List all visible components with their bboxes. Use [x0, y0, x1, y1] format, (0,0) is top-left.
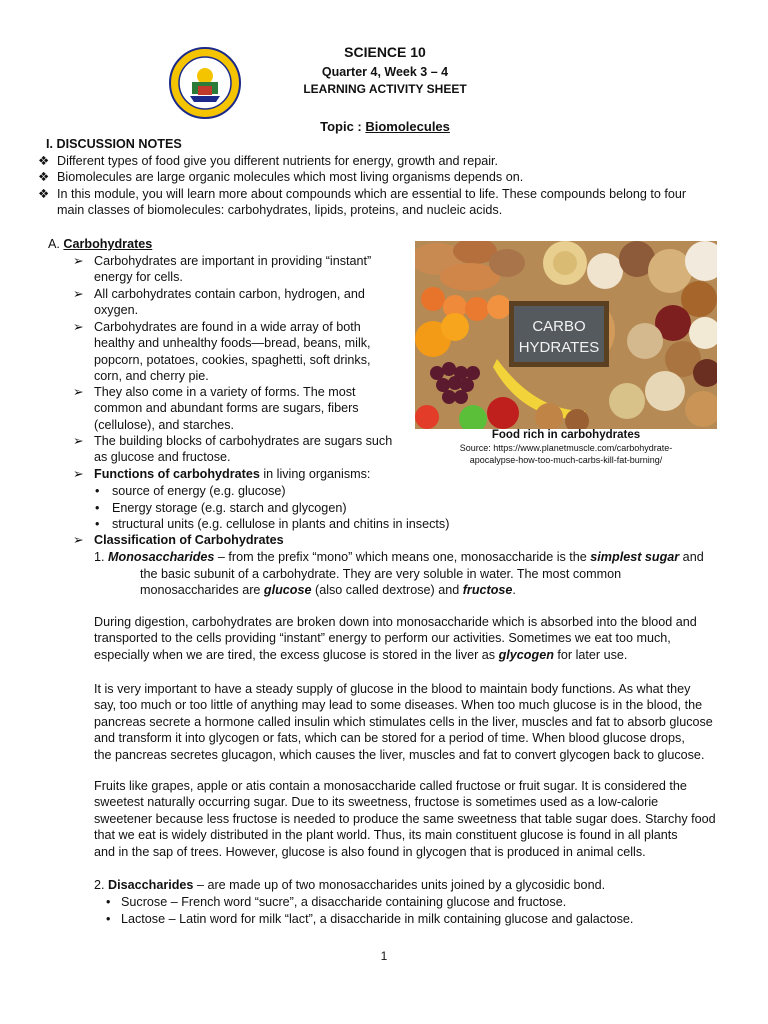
board-text-line1: CARBO	[532, 318, 586, 335]
disaccharide-item: Sucrose – French word “sucre”, a disaccharide containing glucose and fructose.	[121, 895, 567, 909]
photo-caption	[415, 428, 717, 466]
functions-heading: Functions of carbohydrates in living organisms:	[94, 467, 371, 481]
carb-point: All carbohydrates contain carbon, hydrogen, and oxygen.	[94, 287, 365, 318]
sheet-label: LEARNING ACTIVITY SHEET	[303, 82, 467, 96]
dot-bullet-icon: •	[106, 895, 111, 909]
caption-source-line2: apocalypse-how-too-much-carbs-kill-fat-burning/	[469, 455, 663, 465]
caption-source-line1: Source: https://www.planetmuscle.com/carbohydrate-	[459, 443, 673, 453]
discussion-heading: I. DISCUSSION NOTES	[46, 137, 182, 151]
function-item: structural units (e.g. cellulose in plants and chitins in insects)	[112, 517, 450, 531]
topic-line	[230, 119, 540, 135]
topic-value: Biomolecules	[365, 119, 450, 134]
dot-bullet-icon: •	[106, 912, 111, 926]
arrow-bullet-icon: ➢	[73, 287, 84, 301]
page-number: 1	[380, 949, 388, 963]
dot-bullet-icon: •	[95, 484, 100, 498]
arrow-bullet-icon: ➢	[73, 320, 84, 334]
carb-point: Carbohydrates are important in providing “instant” energy for cells.	[94, 254, 372, 285]
document-subtitle: Quarter 4, Week 3 – 4	[321, 65, 449, 79]
carb-point: They also come in a variety of forms. The most common and abundant forms are sugars, fibers (cellulose), and starches.	[94, 385, 359, 432]
carb-point: Carbohydrates are found in a wide array of both healthy and unhealthy foods—bread, beans, milk, popcorn, potatoes, cookies, spaghetti, soft drinks, corn, and cherry pie.	[94, 320, 371, 384]
discussion-bullet: In this module, you will learn more about compounds which are essential to life. These compounds belong to four	[57, 187, 687, 201]
dot-bullet-icon: •	[95, 517, 100, 531]
monosaccharides-line2: the basic subunit of a carbohydrate. They are very soluble in water. The most common	[140, 567, 622, 581]
arrow-bullet-icon: ➢	[73, 254, 84, 268]
paragraph-digestion: During digestion, carbohydrates are broken down into monosaccharide which is absorbed into the blood and transported to the cells providing “instant” energy to perform our activities. Sometimes we eat too much, especially when we are tired, the excess glucose is stored in the liver as glycogen for later use.	[94, 615, 697, 662]
carbohydrate-foods-photo	[415, 241, 717, 429]
paragraph-glucose-supply: It is very important to have a steady supply of glucose in the blood to maintain body functions. As what they say, too much or too little of anything may lead to some diseases. When too much glucose is in the blood, the pancreas secrete a hormone called insulin which stimulates cells in the liver, muscles and fat to absorb glucose and transform it into glycogen or fats, which can be stored for a period of time. When blood glucose drops, the pancreas secretes glucagon, which causes the liver, muscles and fat to convert glycogen back to glucose.	[94, 682, 713, 762]
section-heading-carbohydrates: A. Carbohydrates	[48, 237, 153, 251]
monosaccharides-line3: monosaccharides are glucose (also called dextrose) and fructose.	[140, 583, 516, 597]
board-text-line2: HYDRATES	[518, 339, 600, 356]
diamond-bullet-icon: ❖	[38, 170, 50, 184]
function-item: Energy storage (e.g. starch and glycogen)	[112, 501, 347, 515]
arrow-bullet-icon: ➢	[73, 385, 84, 399]
function-item: source of energy (e.g. glucose)	[112, 484, 286, 498]
classification-heading: Classification of Carbohydrates	[94, 533, 284, 547]
dot-bullet-icon: •	[95, 501, 100, 515]
diamond-bullet-icon: ❖	[38, 187, 50, 201]
carb-point: The building blocks of carbohydrates are sugars such as glucose and fructose.	[94, 434, 393, 465]
paragraph-fructose: Fruits like grapes, apple or atis contain a monosaccharide called fructose or fruit sugar. It is considered the sweetest naturally occurring sugar. Due to its sweetness, fructose is sometimes used as a low-calorie sweetener because less fructose is needed to produce the same sweetness that table sugar does. Starchy food that we eat is widely distributed in the plant world. Thus, its main constituent glucose is found in all plants and in the sap of trees. However, glucose is also found in glycogen that is produced in animal cells.	[94, 779, 716, 859]
disaccharides-definition: 2. Disaccharides – are made up of two monosaccharides units joined by a glycosidic bond.	[94, 878, 606, 892]
discussion-bullet: Different types of food give you different nutrients for energy, growth and repair.	[57, 154, 499, 168]
caption-title: Food rich in carbohydrates	[491, 429, 641, 441]
diamond-bullet-icon: ❖	[38, 154, 50, 168]
arrow-bullet-icon: ➢	[73, 434, 84, 448]
topic-label: Topic :	[320, 119, 366, 134]
discussion-bullet-continued: main classes of biomolecules: carbohydrates, lipids, proteins, and nucleic acids.	[57, 203, 503, 217]
arrow-bullet-icon: ➢	[73, 467, 84, 481]
disaccharide-item: Lactose – Latin word for milk “lact”, a disaccharide in milk containing glucose and galactose.	[121, 912, 634, 926]
document-title: SCIENCE 10	[344, 44, 426, 60]
arrow-bullet-icon: ➢	[73, 533, 84, 547]
discussion-bullet: Biomolecules are large organic molecules which most living organisms depends on.	[57, 170, 524, 184]
monosaccharides-definition: 1. Monosaccharides – from the prefix “mono” which means one, monosaccharide is the simplest sugar and	[94, 550, 704, 564]
